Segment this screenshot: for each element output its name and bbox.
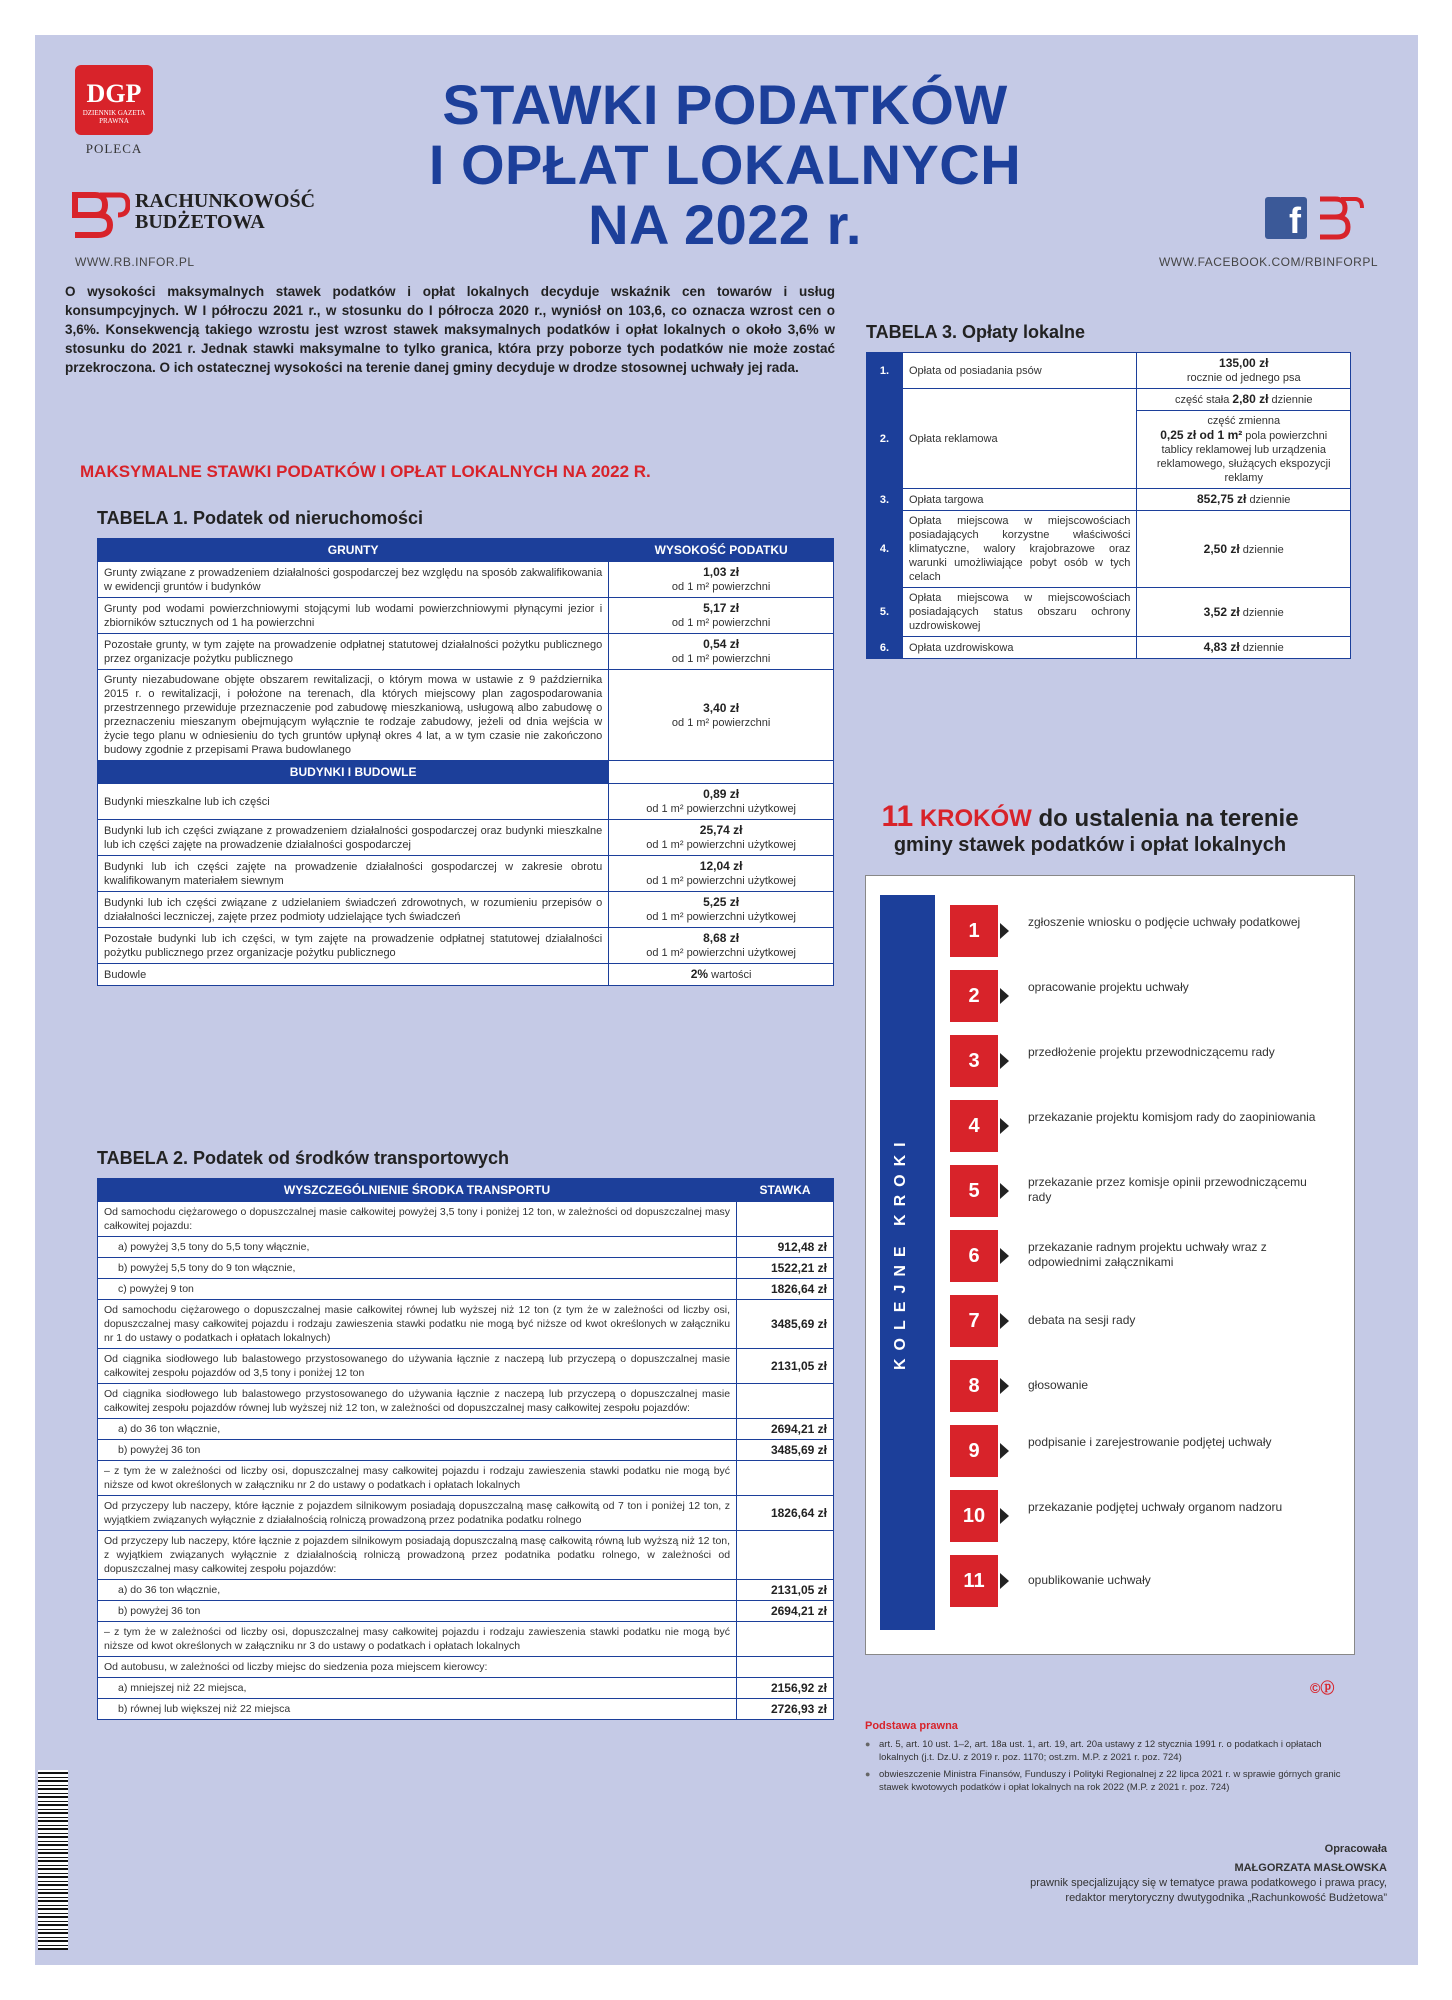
row-desc: – z tym że w zależności od liczby osi, dopuszczalnej masy całkowitej pojazdu i rodzaju zawieszenia stawki podatku nie mogą być niższe od kwot określonych w załączniku nr 2 do ustawy o podatkach i opłatach lokalnych: [98, 1461, 737, 1496]
row-amount: 2131,05 zł: [737, 1580, 834, 1601]
step-item: [950, 1555, 1340, 1607]
row-desc: a) powyżej 3,5 tony do 5,5 tony włącznie,: [98, 1237, 737, 1258]
row-amount: 25,74 zł: [699, 823, 743, 837]
part-label: część zmienna: [1207, 415, 1281, 427]
table3-title: TABELA 3. Opłaty lokalne: [866, 322, 1086, 342]
row-unit: dziennie: [1242, 606, 1284, 619]
step-item: [950, 1360, 1340, 1412]
row-amount: 3,40 zł: [703, 700, 740, 715]
arrow-right-icon: [1000, 1573, 1009, 1589]
step-item: [950, 1425, 1340, 1477]
row-number: 2.: [867, 389, 903, 489]
step-item: [950, 905, 1340, 957]
row-name: Opłata miejscowa w miejscowościach posiadających korzystne właściwości klimatyczne, walory krajobrazowe oraz warunki umożliwiające pobyt osób w tych celach: [902, 511, 1137, 588]
row-unit: dziennie: [1242, 642, 1284, 654]
step-number: 7: [950, 1295, 998, 1347]
table-row: [867, 511, 1351, 588]
row-name: Opłata targowa: [902, 489, 1137, 511]
step-item: [950, 1035, 1340, 1087]
row-unit: od 1 m² powierzchni użytkowej: [646, 839, 797, 851]
steps-title-rest: do ustalenia na terenie: [1038, 805, 1299, 832]
row-amount: 2,80 zł: [1232, 392, 1269, 406]
row-number: 6.: [867, 637, 903, 659]
row-unit: dziennie: [1249, 494, 1291, 506]
dgp-logo-subtext: DZIENNIK GAZETA PRAWNA: [82, 109, 146, 125]
row-desc: Od ciągnika siodłowego lub balastowego przystosowanego do używania łącznie z naczepą lub przyczepą o dopuszczalnej masie całkowitej zespołu pojazdów od 3,5 tony i poniżej 12 ton: [98, 1349, 737, 1384]
copyright-mark: ©ⓟ: [1310, 1680, 1335, 1696]
step-number: 9: [950, 1425, 998, 1477]
table-row: [98, 634, 834, 670]
steps-title: [850, 800, 1330, 857]
table-row: [98, 1678, 834, 1699]
poleca-label: POLECA: [85, 141, 143, 156]
row-desc: – z tym że w zależności od liczby osi, dopuszczalnej masy całkowitej pojazdu i rodzaju zawieszenia stawki podatku nie mogą być niższe od kwot określonych w załączniku nr 3 do ustawy o podatkach i opłatach lokalnych: [98, 1622, 737, 1657]
row-unit: od 1 m² powierzchni użytkowej: [646, 911, 797, 923]
row-desc: Od samochodu ciężarowego o dopuszczalnej masie całkowitej powyżej 3,5 tony i poniżej 12 ton, w zależności od dopuszczalnej masy całkowitej pojazdu:: [98, 1202, 737, 1237]
table-row: [98, 1580, 834, 1601]
step-item: [950, 1490, 1340, 1542]
row-desc: Od przyczepy lub naczepy, które łącznie z pojazdem silnikowym posiadają dopuszczalną masę całkowitą równą lub wyższą niż 12 ton, z wyjątkiem związanych wyłącznie z działalnością rolniczą prowadzoną przez podatnika podatku rolnego, w zależności od dopuszczalnej masy całkowitej zespołu pojazdów:: [98, 1531, 737, 1580]
table-row: [98, 892, 834, 928]
step-text: podpisanie i zarejestrowanie podjętej uchwały: [1028, 1435, 1272, 1449]
step-text: przekazanie podjętej uchwały organom nadzoru: [1028, 1500, 1283, 1514]
row-desc: Grunty związane z prowadzeniem działalności gospodarczej bez względu na sposób zakwalifikowania w ewidencji gruntów i budynków: [98, 562, 609, 598]
table-row: [98, 1237, 834, 1258]
table-row: [98, 1419, 834, 1440]
facebook-icon[interactable]: f: [1265, 197, 1307, 239]
steps-title-word: KROKÓW: [919, 805, 1032, 832]
part-label: część stała: [1174, 394, 1230, 406]
table-row: [98, 670, 834, 761]
table-row: [867, 353, 1351, 389]
step-number: 4: [950, 1100, 998, 1152]
barcode: [38, 1770, 68, 1950]
row-desc: Od przyczepy lub naczepy, które łącznie z pojazdem silnikowym posiadają dopuszczalną masę całkowitą od 7 ton i poniżej 12 ton, z wyjątkiem związanych wyłącznie z działalnością rolniczą prowadzoną przez podatnika podatku rolnego: [98, 1496, 737, 1531]
row-unit: wartości: [711, 969, 752, 981]
row-desc: Budynki lub ich części związane z udzielaniem świadczeń zdrowotnych, w rozumieniu przepisów o działalności leczniczej, zajęte przez podmioty udzielające tych świadczeń: [98, 892, 609, 928]
table-row: [98, 1279, 834, 1300]
row-amount: 852,75 zł: [1197, 492, 1247, 506]
row-amount: 2694,21 zł: [737, 1419, 834, 1440]
table-row: [867, 489, 1351, 511]
table2-col-stawka: STAWKA: [737, 1179, 834, 1202]
table2: [97, 1178, 834, 1720]
table1-col-wysokosc: WYSOKOŚĆ PODATKU: [609, 539, 834, 562]
row-number: 4.: [867, 511, 903, 588]
row-amount: 0,25 zł od 1 m²: [1160, 428, 1243, 442]
row-amount: 1826,64 zł: [737, 1279, 834, 1300]
step-number: 2: [950, 970, 998, 1022]
step-number: 10: [950, 1490, 998, 1542]
title-line-1: STAWKI PODATKÓW: [442, 73, 1008, 136]
table2-col-wyszczegolnienie: WYSZCZEGÓLNIENIE ŚRODKA TRANSPORTU: [98, 1179, 737, 1202]
row-desc: Od ciągnika siodłowego lub balastowego przystosowanego do używania łącznie z naczepą lub przyczepą o dopuszczalnej masie całkowitej zespołu pojazdów równej lub wyższej niż 12 ton, w zależności od dopuszczalnej masy całkowitej zespołu pojazdów:: [98, 1384, 737, 1419]
step-text: przekazanie przez komisje opinii przewodniczącemu rady: [1028, 1175, 1307, 1204]
row-unit: od 1 m² powierzchni: [671, 653, 771, 665]
arrow-right-icon: [1000, 1183, 1009, 1199]
table-row: [98, 1349, 834, 1384]
table-row: [867, 588, 1351, 637]
rb-logo-line2: BUDŻETOWA: [135, 211, 265, 233]
row-unit: dziennie: [1271, 394, 1313, 406]
step-item: [950, 970, 1340, 1022]
row-name: Opłata reklamowa: [902, 389, 1137, 489]
row-desc: Budynki mieszkalne lub ich części: [98, 784, 609, 820]
row-amount: 5,25 zł: [703, 895, 740, 909]
steps-title-line2: gminy stawek podatków i opłat lokalnych: [893, 834, 1287, 856]
row-amount: 5,17 zł: [703, 601, 740, 615]
step-text: głosowanie: [1028, 1378, 1089, 1392]
row-amount: 135,00 zł: [1219, 356, 1269, 370]
step-text: opracowanie projektu uchwały: [1028, 980, 1189, 994]
row-desc: b) powyżej 5,5 tony do 9 ton włącznie,: [98, 1258, 737, 1279]
row-amount: 1522,21 zł: [737, 1258, 834, 1279]
step-number: 8: [950, 1360, 998, 1412]
step-text: debata na sesji rady: [1028, 1313, 1136, 1327]
author-role-1: prawnik specjalizujący się w tematyce prawa podatkowego i prawa pracy,: [1030, 1877, 1387, 1889]
author-block: [887, 1842, 1387, 1906]
row-unit: od 1 m² powierzchni użytkowej: [646, 803, 797, 815]
step-number: 6: [950, 1230, 998, 1282]
row-unit: pola powierzchni tablicy reklamowej lub urządzenia reklamowego, służących ekspozycji reklamy: [1156, 430, 1331, 484]
table-row: [98, 598, 834, 634]
list-item: ● obwieszczenie Ministra Finansów, Funduszy i Polityki Regionalnej z 22 lipca 2021 r. w sprawie górnych granic stawek kwotowych podatków i opłat lokalnych na rok 2022 (M.P. z 2021 r. poz. 724): [865, 1768, 1345, 1794]
row-amount: 912,48 zł: [737, 1237, 834, 1258]
row-amount: 2156,92 zł: [737, 1678, 834, 1699]
row-amount: 0,89 zł: [703, 787, 740, 801]
legal-basis-list: [865, 1738, 1345, 1798]
row-amount: 2694,21 zł: [737, 1601, 834, 1622]
arrow-right-icon: [1000, 1118, 1009, 1134]
table-row: [98, 1440, 834, 1461]
table-row: [98, 856, 834, 892]
step-item: [950, 1165, 1340, 1217]
rb-small-icon: [1315, 195, 1365, 241]
table-row: [98, 1258, 834, 1279]
title-line-3: NA 2022 r.: [588, 193, 862, 256]
row-name: Opłata od posiadania psów: [902, 353, 1137, 389]
rb-logo-text: [135, 191, 315, 233]
rb-logo-line1: RACHUNKOWOŚĆ: [135, 190, 316, 212]
row-amount: 3485,69 zł: [737, 1440, 834, 1461]
row-number: 1.: [867, 353, 903, 389]
author-name: MAŁGORZATA MASŁOWSKA: [1234, 1862, 1387, 1874]
step-number: 3: [950, 1035, 998, 1087]
table-row: [98, 964, 834, 986]
row-desc: b) powyżej 36 ton: [98, 1601, 737, 1622]
steps-title-number: 11: [881, 800, 914, 833]
step-item: [950, 1100, 1340, 1152]
arrow-right-icon: [1000, 1313, 1009, 1329]
row-desc: Pozostałe grunty, w tym zajęte na prowadzenie odpłatnej statutowej działalności pożytku publicznego przez organizacje pożytku publicznego: [98, 634, 609, 670]
row-desc: c) powyżej 9 ton: [98, 1279, 737, 1300]
title-line-2: I OPŁAT LOKALNYCH: [428, 133, 1022, 196]
step-number: 5: [950, 1165, 998, 1217]
facebook-url[interactable]: WWW.FACEBOOK.COM/RBINFORPL: [1158, 255, 1378, 269]
step-text: zgłoszenie wniosku o podjęcie uchwały podatkowej: [1028, 915, 1301, 929]
step-text: opublikowanie uchwały: [1028, 1573, 1151, 1587]
table-row: [98, 562, 834, 598]
step-item: [950, 1295, 1340, 1347]
arrow-right-icon: [1000, 1378, 1009, 1394]
row-amount: 2%: [690, 967, 709, 981]
row-unit: od 1 m² powierzchni użytkowej: [646, 875, 797, 887]
legal-basis-title: Podstawa prawna: [865, 1720, 958, 1732]
table-row: [98, 1202, 834, 1237]
row-unit: dziennie: [1242, 543, 1284, 556]
row-unit: rocznie od jednego psa: [1186, 372, 1301, 384]
step-number: 11: [950, 1555, 998, 1607]
row-desc: Pozostałe budynki lub ich części, w tym zajęte na prowadzenie odpłatnej statutowej działalności pożytku publicznego przez organizacje pożytku publicznego: [98, 928, 609, 964]
website-url[interactable]: WWW.RB.INFOR.PL: [75, 255, 195, 269]
row-name: Opłata uzdrowiskowa: [902, 637, 1137, 659]
row-desc: a) mniejszej niż 22 miejsca,: [98, 1678, 737, 1699]
arrow-right-icon: [1000, 1053, 1009, 1069]
table1: [97, 538, 834, 986]
row-unit: od 1 m² powierzchni: [671, 617, 771, 629]
header: [35, 35, 1418, 285]
table3: [866, 352, 1351, 659]
table-row: [98, 1622, 834, 1657]
arrow-right-icon: [1000, 1443, 1009, 1459]
step-item: [950, 1230, 1340, 1282]
step-text: przekazanie radnym projektu uchwały wraz z odpowiednimi załącznikami: [1028, 1240, 1267, 1269]
table2-title: TABELA 2. Podatek od środków transportowych: [97, 1148, 510, 1168]
table1-col-grunty: GRUNTY: [98, 539, 609, 562]
arrow-right-icon: [1000, 1508, 1009, 1524]
row-unit: od 1 m² powierzchni użytkowej: [646, 947, 797, 959]
dgp-logo: [75, 65, 153, 135]
row-desc: Budowle: [98, 964, 609, 986]
page-title: [335, 75, 1115, 255]
row-unit: od 1 m² powierzchni: [671, 716, 771, 729]
step-text: przekazanie projektu komisjom rady do zaopiniowania: [1028, 1110, 1316, 1124]
table-row: [867, 389, 1351, 411]
row-amount: 2131,05 zł: [737, 1349, 834, 1384]
table-row: [867, 637, 1351, 659]
table1-title: TABELA 1. Podatek od nieruchomości: [97, 508, 424, 528]
table-row: [98, 1699, 834, 1720]
row-amount: 1826,64 zł: [737, 1496, 834, 1531]
arrow-right-icon: [1000, 1248, 1009, 1264]
row-amount: 3485,69 zł: [737, 1300, 834, 1349]
steps-bar-label: KOLEJNE KROKI: [892, 1134, 909, 1370]
row-desc: b) powyżej 36 ton: [98, 1440, 737, 1461]
row-amount: 4,83 zł: [1203, 640, 1240, 654]
row-amount: 2726,93 zł: [737, 1699, 834, 1720]
row-amount: 0,54 zł: [703, 637, 740, 651]
table-row: [98, 1300, 834, 1349]
intro-text: O wysokości maksymalnych stawek podatków i opłat lokalnych decyduje wskaźnik cen towarów i usług konsumpcyjnych. W I półroczu 2021 r., w stosunku do I półrocza 2020 r., wyniósł on 103,6, co oznacza wzrost cen o 3,6%. Konsekwencją takiego wzrostu jest wzrost stawek maksymalnych podatków i opłat lokalnych o około 3,6% w stosunku do 2021 r. Jednak stawki maksymalne to tylko granica, która przy poborze tych podatków nie może zostać przekroczona. O ich ostatecznej wysokości na terenie danej gminy decyduje w drodze stosownej uchwały jej rada.: [65, 284, 835, 375]
step-text: przedłożenie projektu przewodniczącemu rady: [1028, 1045, 1275, 1059]
row-amount: 1,03 zł: [703, 565, 740, 579]
author-label: Opracowała: [1324, 1843, 1387, 1855]
row-desc: a) do 36 ton włącznie,: [98, 1419, 737, 1440]
table1-col-budynki: BUDYNKI I BUDOWLE: [98, 761, 609, 784]
list-item: ● art. 5, art. 10 ust. 1–2, art. 18a ust. 1, art. 19, art. 20a ustawy z 12 stycznia 1991 r. o podatkach i opłatach lokalnych (j.t. Dz.U. z 2019 r. poz. 1170; ost.zm. M.P. z 2021 r. poz. 724): [865, 1738, 1345, 1764]
row-amount: 2,50 zł: [1203, 541, 1240, 556]
row-desc: b) równej lub większej niż 22 miejsca: [98, 1699, 737, 1720]
rb-logo-icon: [70, 190, 130, 240]
row-unit: od 1 m² powierzchni: [671, 581, 771, 593]
row-amount: 12,04 zł: [699, 859, 743, 873]
table-row: [98, 928, 834, 964]
row-amount: 3,52 zł: [1203, 604, 1240, 619]
table-row: [98, 820, 834, 856]
row-name: Opłata miejscowa w miejscowościach posiadających status obszaru ochrony uzdrowiskowej: [902, 588, 1137, 637]
section-title: MAKSYMALNE STAWKI PODATKÓW I OPŁAT LOKALNYCH NA 2022 R.: [80, 462, 651, 481]
table-row: [98, 1657, 834, 1678]
arrow-right-icon: [1000, 988, 1009, 1004]
row-number: 3.: [867, 489, 903, 511]
row-desc: Od samochodu ciężarowego o dopuszczalnej masie całkowitej równej lub wyższej niż 12 ton (z tym że w zależności od liczby osi, dopuszczalnej masy całkowitej pojazdu i rodzaju zawieszenia stawki podatku nie mogą być niższe od kwot określonych w załączniku nr 1 do ustawy o podatkach i opłatach lokalnych): [98, 1300, 737, 1349]
table-row: [98, 1531, 834, 1580]
arrow-right-icon: [1000, 923, 1009, 939]
author-role-2: redaktor merytoryczny dwutygodnika „Rachunkowość Budżetowa”: [1065, 1892, 1387, 1904]
table-row: [98, 1496, 834, 1531]
table-row: [98, 1601, 834, 1622]
row-desc: Grunty pod wodami powierzchniowymi stojącymi lub wodami powierzchniowymi płynącymi jezior i zbiorników sztucznych od 1 ha powierzchni: [98, 598, 609, 634]
row-desc: Od autobusu, w zależności od liczby miejsc do siedzenia poza miejscem kierowcy:: [98, 1657, 737, 1678]
table-row: [98, 1384, 834, 1419]
step-number: 1: [950, 905, 998, 957]
row-amount: 8,68 zł: [703, 931, 740, 945]
row-desc: Budynki lub ich części związane z prowadzeniem działalności gospodarczej oraz budynki mieszkalne lub ich części zajęte na prowadzenie działalności gospodarczej: [98, 820, 609, 856]
row-number: 5.: [867, 588, 903, 637]
row-desc: a) do 36 ton włącznie,: [98, 1580, 737, 1601]
row-desc: Grunty niezabudowane objęte obszarem rewitalizacji, o którym mowa w ustawie z 9 października 2015 r. o rewitalizacji, i położone na terenach, dla których miejscowy plan zagospodarowania przestrzennego przewiduje przeznaczenie pod zabudowę mieszkaniową, usługową albo zabudowę o przeznaczeniu mieszanym obejmującym wyłącznie te rodzaje zabudowy, jeżeli od dnia wejścia w życie tego planu w odniesieniu do tych gruntów upłynął okres 4 lat, a w tym czasie nie zakończono budowy zgodnie z przepisami Prawa budowlanego: [98, 670, 609, 761]
row-desc: Budynki lub ich części zajęte na prowadzenie działalności gospodarczej w zakresie obrotu kwalifikowanym materiałem siewnym: [98, 856, 609, 892]
table-row: [98, 784, 834, 820]
table-row: [98, 1461, 834, 1496]
dgp-logo-text: DGP: [86, 79, 142, 108]
